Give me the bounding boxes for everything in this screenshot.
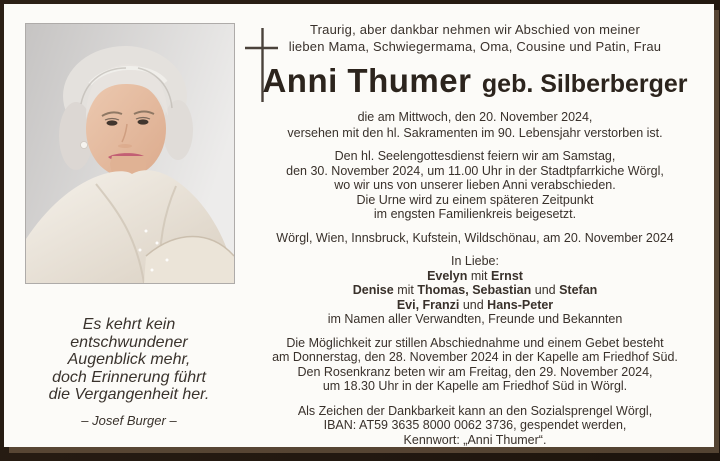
cities-date-line: Wörgl, Wien, Innsbruck, Kufstein, Wildschönau, am 20. November 2024 xyxy=(276,230,674,245)
portrait-photo xyxy=(25,23,235,284)
obituary-card xyxy=(4,4,714,447)
text-line: versehen mit den hl. Sakramenten im 90. Lebensjahr verstorben ist. xyxy=(287,125,663,140)
memorial-quote-text xyxy=(14,316,244,404)
intro-text xyxy=(244,16,706,55)
family-line-2: Denise mit Thomas, Sebastian und Stefan xyxy=(352,283,598,297)
maiden-name: geb. Silberberger xyxy=(481,70,688,98)
text-line: IBAN: AT59 3635 8000 0062 3736, gespendet werden, xyxy=(323,418,627,432)
text-line: Die Möglichkeit zur stillen Abschiednahme und einem Gebet besteht xyxy=(286,335,664,350)
text-line: doch Erinnerung führt xyxy=(52,368,206,386)
text-line: im engsten Familienkreis beigesetzt. xyxy=(373,207,577,221)
portrait-illustration xyxy=(26,24,234,283)
text-line: Den Rosenkranz beten wir am Freitag, den 29. November 2024, xyxy=(297,364,653,379)
text-line: lieben Mama, Schwiegermama, Oma, Cousine und Patin, Frau xyxy=(288,39,662,54)
text-line: die am Mittwoch, den 20. November 2024, xyxy=(357,110,593,124)
text-line: Den hl. Seelengottesdienst feiern wir am Samstag, xyxy=(334,149,616,163)
paragraph-farewell xyxy=(244,336,706,394)
text-line: wo wir uns von unserer lieben Anni verabschieden. xyxy=(334,178,616,192)
text-line: Es kehrt kein xyxy=(82,316,176,333)
text-line: entschwundener xyxy=(70,333,188,351)
quote-attribution: – Josef Burger – xyxy=(81,412,177,428)
family-footer: im Namen aller Verwandten, Freunde und Bekannten xyxy=(327,312,623,326)
text-line: Augenblick mehr, xyxy=(67,351,191,368)
family-line-1: Evelyn mit Ernst xyxy=(427,268,523,283)
paragraph-family xyxy=(244,254,706,327)
paragraph-death xyxy=(244,110,706,141)
text-line: den 30. November 2024, um 11.00 Uhr in der Stadtpfarrkiche Wörgl, xyxy=(286,163,664,178)
text-line: um 18.30 Uhr in der Kapelle am Friedhof Süd in Wörgl. xyxy=(322,379,628,393)
paragraph-donation xyxy=(244,404,706,448)
family-header: In Liebe: xyxy=(451,254,499,268)
notice-text-column xyxy=(244,16,706,447)
paragraph-service xyxy=(244,149,706,222)
text-line: Kennwort: „Anni Thumer“. xyxy=(403,432,547,447)
text-line: Traurig, aber dankbar nehmen wir Abschied von meiner xyxy=(309,22,641,37)
text-line: die Vergangenheit her. xyxy=(48,386,210,403)
memorial-quote xyxy=(14,316,244,428)
text-line: Als Zeichen der Dankbarkeit kann an den Sozialsprengel Wörgl, xyxy=(297,403,653,418)
deceased-name-line xyxy=(244,62,706,107)
text-line: Die Urne wird zu einem späteren Zeitpunkt xyxy=(356,192,594,207)
family-line-3: Evi, Franzi und Hans-Peter xyxy=(396,297,554,312)
text-line: am Donnerstag, den 28. November 2024 in der Kapelle am Friedhof Süd. xyxy=(272,350,678,364)
deceased-name: Anni Thumer xyxy=(262,62,472,99)
paragraph-cities-date xyxy=(244,231,706,246)
